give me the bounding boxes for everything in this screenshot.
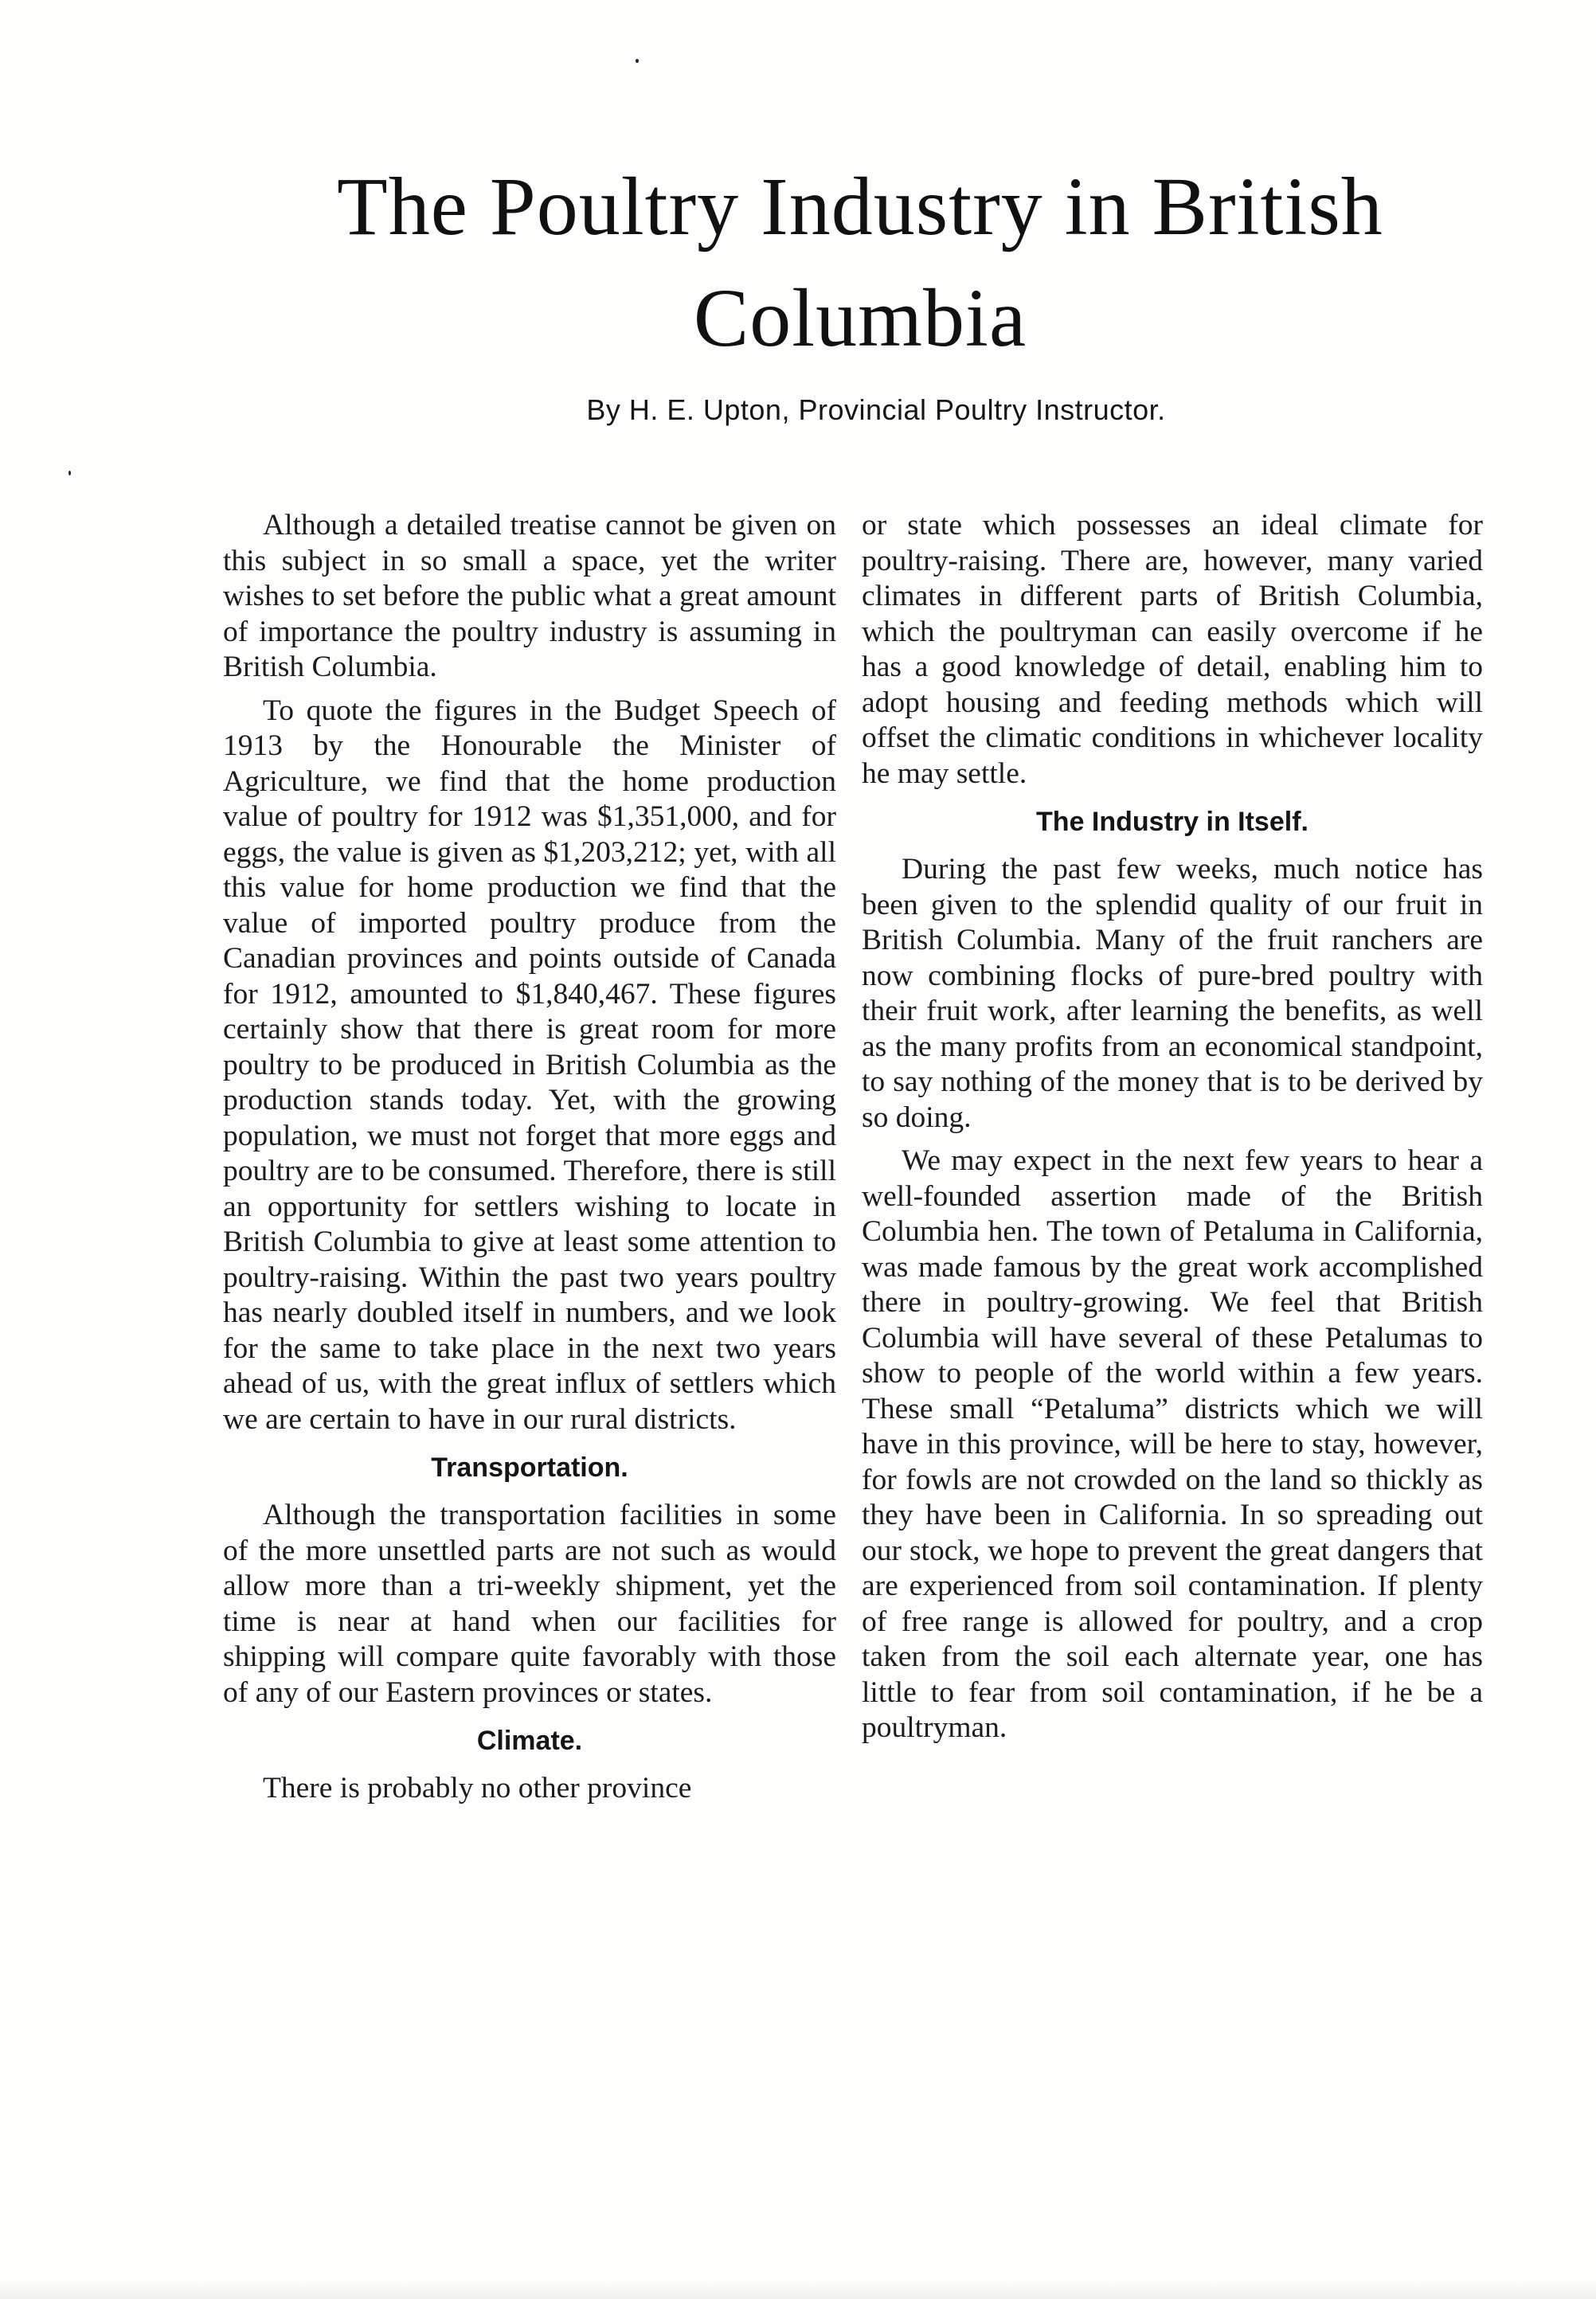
paragraph: Although the transportation facilities in some of the more unsettled parts are not such as would allow more than a tri-weekly shipment, yet the time is near at hand when our facilities for shipping will compare quite favorably with those of any of our Eastern provinces or states. bbox=[223, 1499, 836, 1709]
section-heading-climate: Climate. bbox=[476, 1726, 583, 1756]
paragraph: During the past few weeks, much notice has been given to the splendid quality of our fruit in British Columbia. Many of the fruit ranchers are now combining flocks of pure-bred poultry with their fruit work, after learning the benefits, as well as the many profits from an economical standpoint, to say nothing of the money that is to be derived by so doing. bbox=[862, 853, 1483, 1134]
scan-speck bbox=[68, 471, 71, 475]
paragraph: There is probably no other province bbox=[263, 1772, 692, 1804]
section-heading-industry: The Industry in Itself. bbox=[1036, 807, 1308, 837]
paragraph: To quote the figures in the Budget Speech of 1913 by the Honourable the Minister of Agriculture, we find that the home production value of poultry for 1912 was $1,351,000, and for eggs, the value is given as $1,203,212; yet, with all this value for home production we find that the value of imported poultry produce from the Canadian provinces and points outside of Canada for 1912, amounted to $1,840,467. These figures certainly show that there is great room for more poultry to be produced in British Columbia as the production stands today. Yet, with the growing population, we must not forget that more eggs and poultry are to be consumed. Therefore, there is still an opportunity for settlers wishing to locate in British Columbia to give at least some attention to poultry-raising. Within the past two years poultry has nearly doubled itself in numbers, and we look for the same to take place in the next two years ahead of us, with the great influx of settlers which we are certain to have in our rural districts. bbox=[223, 694, 836, 1436]
paragraph-continued: or state which possesses an ideal climate for poultry-raising. There are, however, many varied climates in different parts of British Columbia, which the poultryman can easily overcome if he has a good knowledge of detail, enabling him to adopt housing and feeding methods which will offset the climatic conditions in whichever locality he may settle. bbox=[862, 509, 1483, 790]
left-column bbox=[223, 508, 836, 1807]
paragraph: Although a detailed treatise cannot be given on this subject in so small a space, yet the writer wishes to set before the public what a great amount of importance the poultry industry is assuming in British Columbia. bbox=[223, 509, 836, 683]
right-column bbox=[862, 508, 1483, 1746]
paragraph: We may expect in the next few years to hear a well-founded assertion made of the British Columbia hen. The town of Petaluma in California, was made famous by the great work accomplished there in poultry-growing. We feel that British Columbia will have several of these Petalumas to show to people of the world within a few years. These small “Petaluma” districts which we will have in this province, will be here to stay, however, for fowls are not crowded on the land so thickly as they have been in California. In so spreading out our stock, we hope to prevent the great dangers that are experienced from soil contamination. If plenty of free range is allowed for poultry, and a crop taken from the soil each alternate year, one has little to fear from soil contamination, if he be a poultryman. bbox=[862, 1144, 1483, 1744]
scan-speck bbox=[636, 59, 639, 63]
article-title: The Poultry Industry in British Columbia bbox=[337, 161, 1383, 364]
page-bottom-edge bbox=[0, 2281, 1596, 2299]
section-heading-transportation: Transportation. bbox=[431, 1453, 628, 1483]
article-byline: By H. E. Upton, Provincial Poultry Instructor. bbox=[586, 393, 1166, 426]
